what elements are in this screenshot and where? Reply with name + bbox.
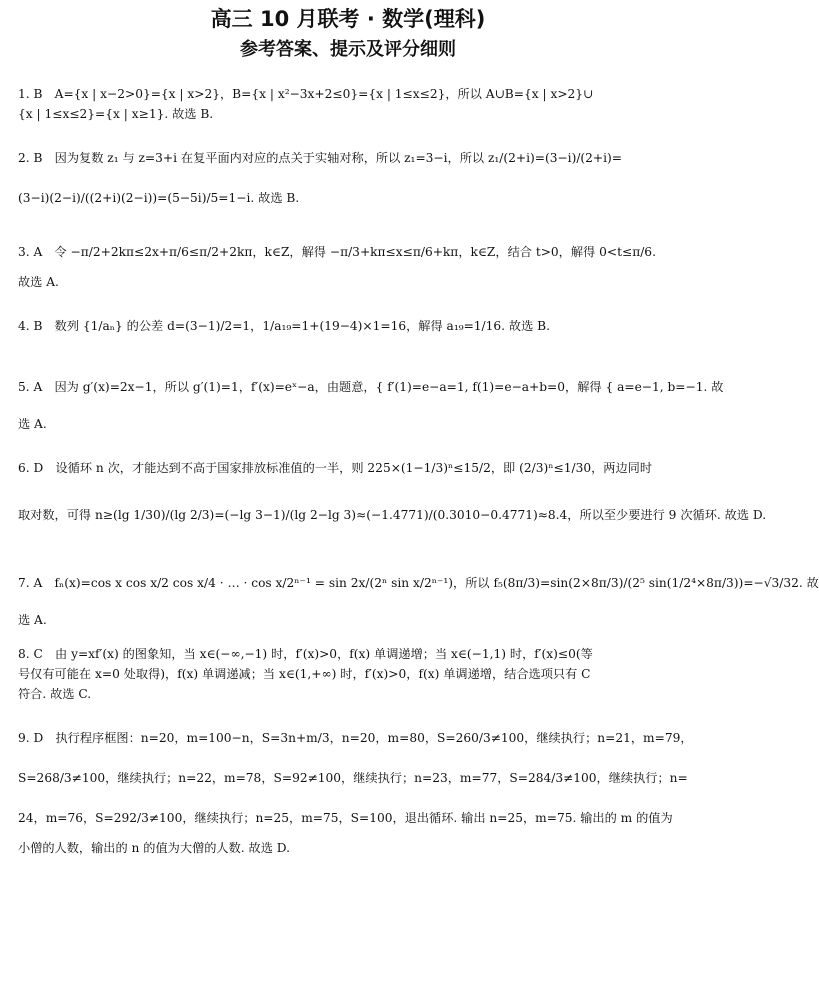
answer-item-3	[18, 232, 678, 292]
answer-line: 选 A.	[18, 417, 47, 431]
answer-item-8	[18, 644, 678, 704]
answer-item-2	[18, 138, 678, 218]
answer-line: 7. A fₙ(x)=cos x cos x/2 cos x/4 · … · cos x/2ⁿ⁻¹ = sin 2x/(2ⁿ sin x/2ⁿ⁻¹)，所以 f₅(8π/3)=sin(2×8π/3)/(2⁵ sin(1/2⁴×8π/3))=−√3/32. 故	[18, 576, 819, 590]
page-subtitle: 参考答案、提示及评分细则	[240, 39, 456, 60]
answer-line: 5. A 因为 g′(x)=2x−1，所以 g′(1)=1，f′(x)=eˣ−a，由题意，{ f′(1)=e−a=1, f(1)=e−a+b=0，解得 { a=e−1, b=−1. 故	[18, 380, 724, 394]
answer-line: 24，m=76，S=292/3≠100，继续执行；n=25，m=75，S=100，退出循环. 输出 n=25，m=75. 输出的 m 的值为	[18, 811, 673, 825]
answer-line: 选 A.	[18, 613, 47, 627]
answer-line: 取对数，可得 n≥(lg 1/30)/(lg 2/3)=(−lg 3−1)/(lg 2−lg 3)≈(−1.4771)/(0.3010−0.4771)≈8.4，所以至少要进行 9 次循环. 故选 D.	[18, 508, 767, 522]
answer-item-4	[18, 306, 678, 346]
answer-list	[18, 84, 819, 858]
answer-line: 9. D 执行程序框图：n=20，m=100−n，S=3n+m/3，n=20，m=80，S=260/3≠100，继续执行；n=21，m=79，	[18, 731, 693, 745]
answer-line: 8. C 由 y=xf′(x) 的图象知，当 x∈(−∞,−1) 时，f′(x)>0，f(x) 单调递增；当 x∈(−1,1) 时，f′(x)≤0(等	[18, 647, 593, 661]
answer-line: 4. B 数列 {1/aₙ} 的公差 d=(3−1)/2=1，1/a₁₉=1+(19−4)×1=16，解得 a₁₉=1/16. 故选 B.	[18, 319, 550, 333]
answer-line: 故选 A.	[18, 275, 59, 289]
answer-line: {x | 1≤x≤2}={x | x≥1}. 故选 B.	[18, 107, 214, 121]
answer-line: 符合. 故选 C.	[18, 687, 92, 701]
answer-line: 号仅有可能在 x=0 处取得)，f(x) 单调递减；当 x∈(1,+∞) 时，f′(x)>0，f(x) 单调递增，结合选项只有 C	[18, 667, 591, 681]
answer-item-7	[18, 556, 819, 630]
answer-line: 1. B A={x | x−2>0}={x | x>2}，B={x | x²−3x+2≤0}={x | 1≤x≤2}，所以 A∪B={x | x>2}∪	[18, 87, 594, 101]
answer-item-1	[18, 84, 678, 124]
answer-item-9	[18, 718, 693, 858]
answer-item-6	[18, 448, 767, 542]
answer-line: 3. A 令 −π/2+2kπ≤2x+π/6≤π/2+2kπ，k∈Z，解得 −π/3+kπ≤x≤π/6+kπ，k∈Z，结合 t>0，解得 0<t≤π/6.	[18, 245, 656, 259]
answer-line: (3−i)(2−i)/((2+i)(2−i))=(5−5i)/5=1−i. 故选 B.	[18, 191, 300, 205]
answer-line: 小僧的人数，输出的 n 的值为大僧的人数. 故选 D.	[18, 841, 290, 855]
page-title: 高三 10 月联考 · 数学(理科)	[210, 7, 486, 31]
answer-line: 2. B 因为复数 z₁ 与 z=3+i 在复平面内对应的点关于实轴对称，所以 z₁=3−i，所以 z₁/(2+i)=(3−i)/(2+i)=	[18, 151, 623, 165]
answer-line: 6. D 设循环 n 次，才能达到不高于国家排放标准值的一半，则 225×(1−1/3)ⁿ≤15/2，即 (2/3)ⁿ≤1/30，两边同时	[18, 461, 653, 475]
answer-line: S=268/3≠100，继续执行；n=22，m=78，S=92≠100，继续执行；n=23，m=77，S=284/3≠100，继续执行；n=	[18, 771, 688, 785]
answer-item-5	[18, 360, 724, 434]
